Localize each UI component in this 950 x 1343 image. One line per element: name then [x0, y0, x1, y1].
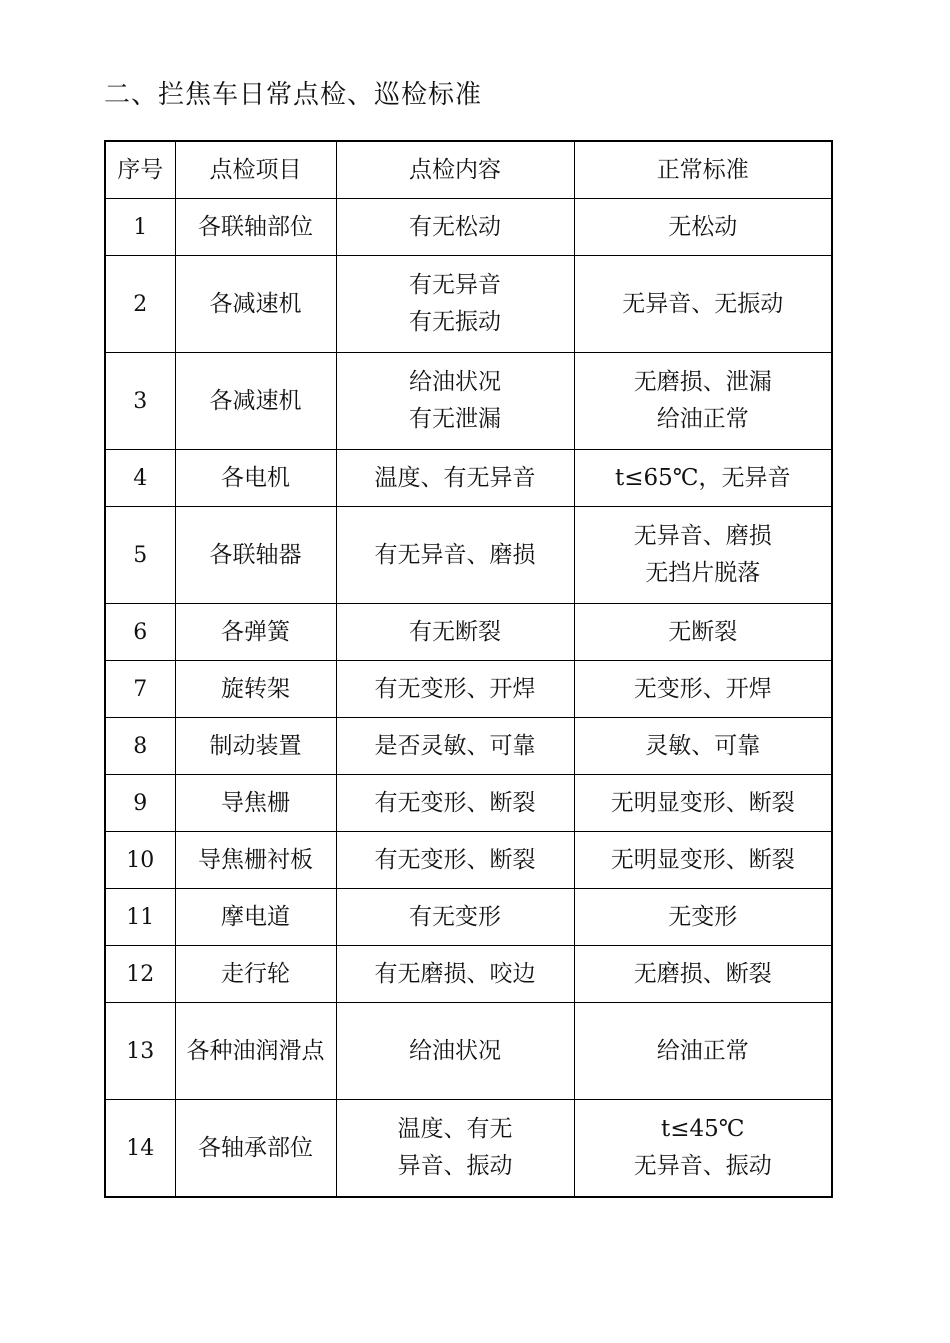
inspection-item: 旋转架 — [175, 661, 336, 718]
inspection-content-line: 有无变形 — [409, 903, 501, 930]
inspection-content — [336, 1003, 574, 1100]
inspection-item: 走行轮 — [175, 946, 336, 1003]
inspection-content-line: 有无异音 — [409, 272, 501, 298]
normal-standard — [574, 199, 832, 256]
row-number: 7 — [105, 661, 175, 718]
inspection-content-line: 异音、振动 — [397, 1153, 513, 1179]
normal-standard-line: 无断裂 — [668, 618, 738, 645]
inspection-content — [336, 353, 574, 450]
normal-standard-line: t≤65℃，无异音 — [614, 464, 791, 491]
table-row — [105, 718, 832, 775]
normal-standard-line: 无异音、磨损 — [633, 523, 772, 549]
row-number: 2 — [105, 256, 175, 353]
inspection-content-line: 有无异音、磨损 — [374, 541, 536, 568]
normal-standard — [574, 832, 832, 889]
table-row — [105, 832, 832, 889]
row-number: 1 — [105, 199, 175, 256]
row-number: 12 — [105, 946, 175, 1003]
normal-standard-line: 给油正常 — [656, 406, 749, 432]
inspection-item: 各联轴器 — [175, 507, 336, 604]
inspection-content — [336, 450, 574, 507]
inspection-content — [336, 199, 574, 256]
normal-standard — [574, 507, 832, 604]
table-row — [105, 353, 832, 450]
inspection-item: 各减速机 — [175, 256, 336, 353]
normal-standard — [574, 775, 832, 832]
normal-standard-line: 无松动 — [668, 213, 738, 240]
inspection-content-line: 温度、有无 — [397, 1116, 513, 1142]
table-row — [105, 199, 832, 256]
row-number: 10 — [105, 832, 175, 889]
row-number: 13 — [105, 1003, 175, 1100]
inspection-standards-table — [104, 140, 833, 1198]
table-row — [105, 889, 832, 946]
table-row — [105, 507, 832, 604]
normal-standard — [574, 661, 832, 718]
normal-standard-line: 无磨损、断裂 — [633, 960, 772, 987]
row-number: 11 — [105, 889, 175, 946]
header-standard: 正常标准 — [574, 141, 832, 199]
row-number: 14 — [105, 1100, 175, 1198]
inspection-content — [336, 946, 574, 1003]
inspection-content — [336, 256, 574, 353]
normal-standard-line: 无明显变形、断裂 — [610, 846, 795, 873]
table-row — [105, 1100, 832, 1198]
normal-standard — [574, 1100, 832, 1198]
row-number: 3 — [105, 353, 175, 450]
inspection-item: 各轴承部位 — [175, 1100, 336, 1198]
inspection-content-line: 有无泄漏 — [409, 406, 501, 432]
inspection-content-line: 给油状况 — [409, 369, 501, 395]
inspection-item: 导焦栅 — [175, 775, 336, 832]
table-row — [105, 604, 832, 661]
table-row — [105, 1003, 832, 1100]
row-number: 9 — [105, 775, 175, 832]
inspection-item: 导焦栅衬板 — [175, 832, 336, 889]
normal-standard-line: 无明显变形、断裂 — [610, 789, 795, 816]
normal-standard — [574, 256, 832, 353]
inspection-item: 各种油润滑点 — [175, 1003, 336, 1100]
normal-standard — [574, 604, 832, 661]
inspection-content — [336, 718, 574, 775]
inspection-item: 各联轴部位 — [175, 199, 336, 256]
normal-standard — [574, 450, 832, 507]
inspection-item: 各弹簧 — [175, 604, 336, 661]
row-number: 8 — [105, 718, 175, 775]
normal-standard-line: 无变形、开焊 — [633, 675, 772, 702]
normal-standard — [574, 1003, 832, 1100]
normal-standard — [574, 946, 832, 1003]
normal-standard — [574, 718, 832, 775]
header-content: 点检内容 — [336, 141, 574, 199]
table-row — [105, 775, 832, 832]
normal-standard-line: 灵敏、可靠 — [645, 732, 761, 759]
document-title: 二、拦焦车日常点检、巡检标准 — [104, 80, 483, 110]
normal-standard-line: 无异音、振动 — [633, 1153, 772, 1179]
table-row — [105, 450, 832, 507]
inspection-item: 各减速机 — [175, 353, 336, 450]
inspection-item: 各电机 — [175, 450, 336, 507]
normal-standard-line: 给油正常 — [656, 1037, 749, 1064]
table-row — [105, 661, 832, 718]
inspection-content — [336, 1100, 574, 1198]
row-number: 5 — [105, 507, 175, 604]
row-number: 6 — [105, 604, 175, 661]
inspection-item: 制动装置 — [175, 718, 336, 775]
inspection-content-line: 有无变形、开焊 — [374, 675, 536, 702]
inspection-content — [336, 832, 574, 889]
inspection-content — [336, 889, 574, 946]
inspection-content — [336, 507, 574, 604]
table-row — [105, 946, 832, 1003]
inspection-content-line: 有无磨损、咬边 — [374, 960, 536, 987]
inspection-content-line: 有无变形、断裂 — [374, 846, 536, 873]
table-header-row — [105, 141, 832, 199]
normal-standard — [574, 353, 832, 450]
inspection-content — [336, 775, 574, 832]
row-number: 4 — [105, 450, 175, 507]
normal-standard-line: 无异音、无振动 — [622, 290, 784, 317]
table-body — [105, 199, 832, 1198]
inspection-content-line: 给油状况 — [409, 1037, 501, 1064]
header-item: 点检项目 — [175, 141, 336, 199]
table-row — [105, 256, 832, 353]
inspection-content — [336, 604, 574, 661]
inspection-item: 摩电道 — [175, 889, 336, 946]
inspection-content-line: 是否灵敏、可靠 — [374, 732, 536, 759]
inspection-content-line: 有无振动 — [409, 309, 501, 335]
inspection-content — [336, 661, 574, 718]
normal-standard-line: 无挡片脱落 — [645, 560, 761, 586]
normal-standard — [574, 889, 832, 946]
inspection-content-line: 有无变形、断裂 — [374, 789, 536, 816]
normal-standard-line: t≤45℃ — [660, 1116, 745, 1142]
normal-standard-line: 无磨损、泄漏 — [633, 369, 772, 395]
inspection-content-line: 温度、有无异音 — [374, 464, 536, 491]
normal-standard-line: 无变形 — [668, 903, 738, 930]
inspection-content-line: 有无松动 — [409, 213, 501, 240]
inspection-content-line: 有无断裂 — [409, 618, 501, 645]
header-no: 序号 — [105, 141, 175, 199]
